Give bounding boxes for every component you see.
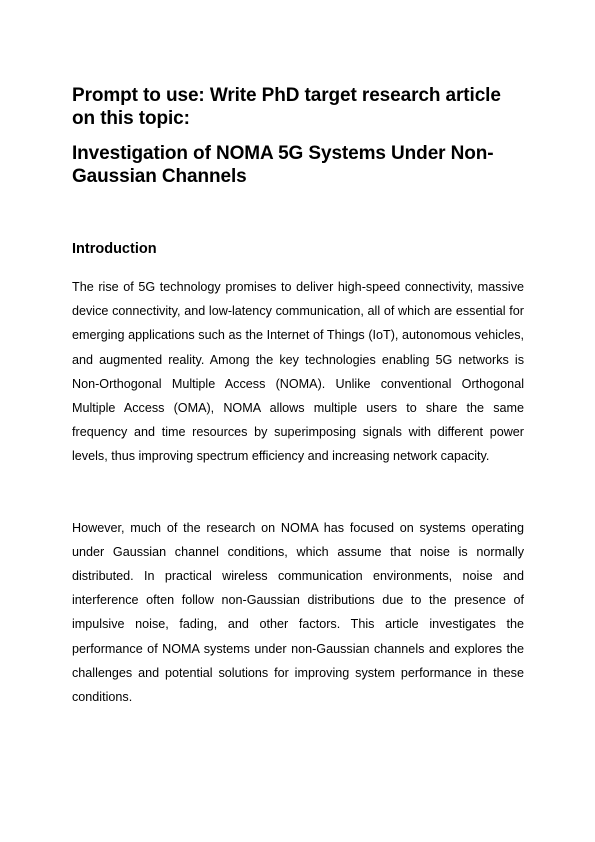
introduction-paragraph-2: However, much of the research on NOMA has focused on systems operating under Gaussian channel conditions, which assume that noise is normally distributed. In practical wireless communication environments, noise and interference often follow non-Gaussian distributions due to the presence of impulsive noise, fading, and other factors. This article investigates the performance of NOMA systems under non-Gaussian channels and explores the challenges and potential solutions for improving system performance in these conditions. [72, 520, 524, 705]
document-body [72, 84, 524, 709]
section-heading-introduction: Introduction [72, 241, 157, 257]
introduction-paragraph-1: The rise of 5G technology promises to deliver high-speed connectivity, massive device connectivity, and low-latency communication, all of which are essential for emerging applications such as the Internet of Things (IoT), autonomous vehicles, and augmented reality. Among the key technologies enabling 5G networks is Non-Orthogonal Multiple Access (NOMA). Unlike conventional Orthogonal Multiple Access (OMA), NOMA allows multiple users to share the same frequency and time resources by superimposing signals with different power levels, thus improving spectrum efficiency and increasing network capacity. [72, 280, 524, 464]
article-title: Investigation of NOMA 5G Systems Under Non-Gaussian Channels [72, 143, 494, 187]
prompt-heading: Prompt to use: Write PhD target research article on this topic: [72, 85, 501, 129]
